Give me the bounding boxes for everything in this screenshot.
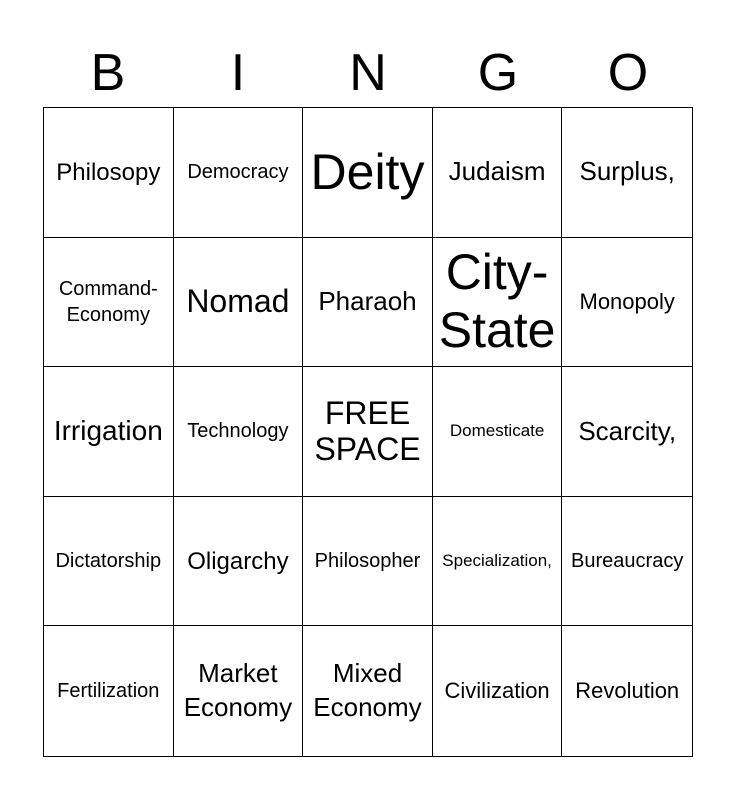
bingo-cell bbox=[562, 238, 692, 368]
bingo-cell bbox=[433, 497, 563, 627]
bingo-cell bbox=[44, 108, 174, 238]
cell-text: Scarcity, bbox=[578, 415, 677, 446]
bingo-cell bbox=[562, 367, 692, 497]
cell-text: Mixed Economy bbox=[313, 658, 422, 723]
bingo-cell bbox=[174, 626, 304, 756]
cell-text: Fertilization bbox=[57, 680, 160, 703]
cell-text: Oligarchy bbox=[187, 547, 289, 575]
bingo-board bbox=[43, 107, 693, 757]
header-letter-i: I bbox=[230, 44, 246, 102]
bingo-cell bbox=[562, 108, 692, 238]
cell-text: Bureaucracy bbox=[571, 550, 684, 573]
bingo-cell bbox=[174, 497, 304, 627]
bingo-cell bbox=[174, 367, 304, 497]
bingo-cell bbox=[303, 626, 433, 756]
header-letter-b: B bbox=[90, 44, 126, 102]
cell-text: City- State bbox=[438, 244, 556, 358]
cell-text: Philosopy bbox=[56, 158, 161, 186]
bingo-cell bbox=[303, 238, 433, 368]
header-letter-n: N bbox=[349, 44, 387, 102]
cell-text: Deity bbox=[310, 143, 425, 200]
cell-text: Judaism bbox=[448, 156, 546, 187]
cell-text: FREE SPACE bbox=[314, 394, 421, 468]
bingo-cell bbox=[44, 238, 174, 368]
cell-text: Democracy bbox=[187, 161, 289, 184]
bingo-cell bbox=[433, 238, 563, 368]
bingo-cell bbox=[562, 626, 692, 756]
bingo-cell bbox=[433, 626, 563, 756]
bingo-cell bbox=[174, 238, 304, 368]
header-letter-g: G bbox=[477, 44, 519, 102]
cell-text: Revolution bbox=[575, 677, 680, 703]
cell-text: Monopoly bbox=[579, 288, 675, 314]
cell-text: Command- Economy bbox=[58, 277, 158, 326]
cell-text: Pharaoh bbox=[318, 285, 417, 316]
cell-text: Surplus, bbox=[579, 156, 675, 187]
bingo-cell bbox=[562, 497, 692, 627]
bingo-cell bbox=[433, 108, 563, 238]
bingo-cell bbox=[433, 367, 563, 497]
header-letter-o: O bbox=[607, 44, 649, 102]
bingo-cell bbox=[174, 108, 304, 238]
cell-text: Civilization bbox=[444, 677, 550, 703]
cell-text: Technology bbox=[187, 420, 289, 443]
cell-text: Domesticate bbox=[449, 421, 545, 441]
cell-text: Philosopher bbox=[314, 550, 421, 573]
bingo-cell bbox=[44, 626, 174, 756]
bingo-cell bbox=[303, 108, 433, 238]
cell-text: Specialization, bbox=[442, 551, 552, 571]
bingo-cell bbox=[44, 367, 174, 497]
cell-text: Dictatorship bbox=[55, 550, 162, 573]
bingo-header bbox=[43, 40, 693, 106]
bingo-cell bbox=[303, 497, 433, 627]
bingo-cell bbox=[44, 497, 174, 627]
cell-text: Market Economy bbox=[183, 658, 293, 723]
free-space-cell bbox=[303, 367, 433, 497]
cell-text: Nomad bbox=[186, 283, 290, 320]
cell-text: Irrigation bbox=[53, 415, 163, 447]
